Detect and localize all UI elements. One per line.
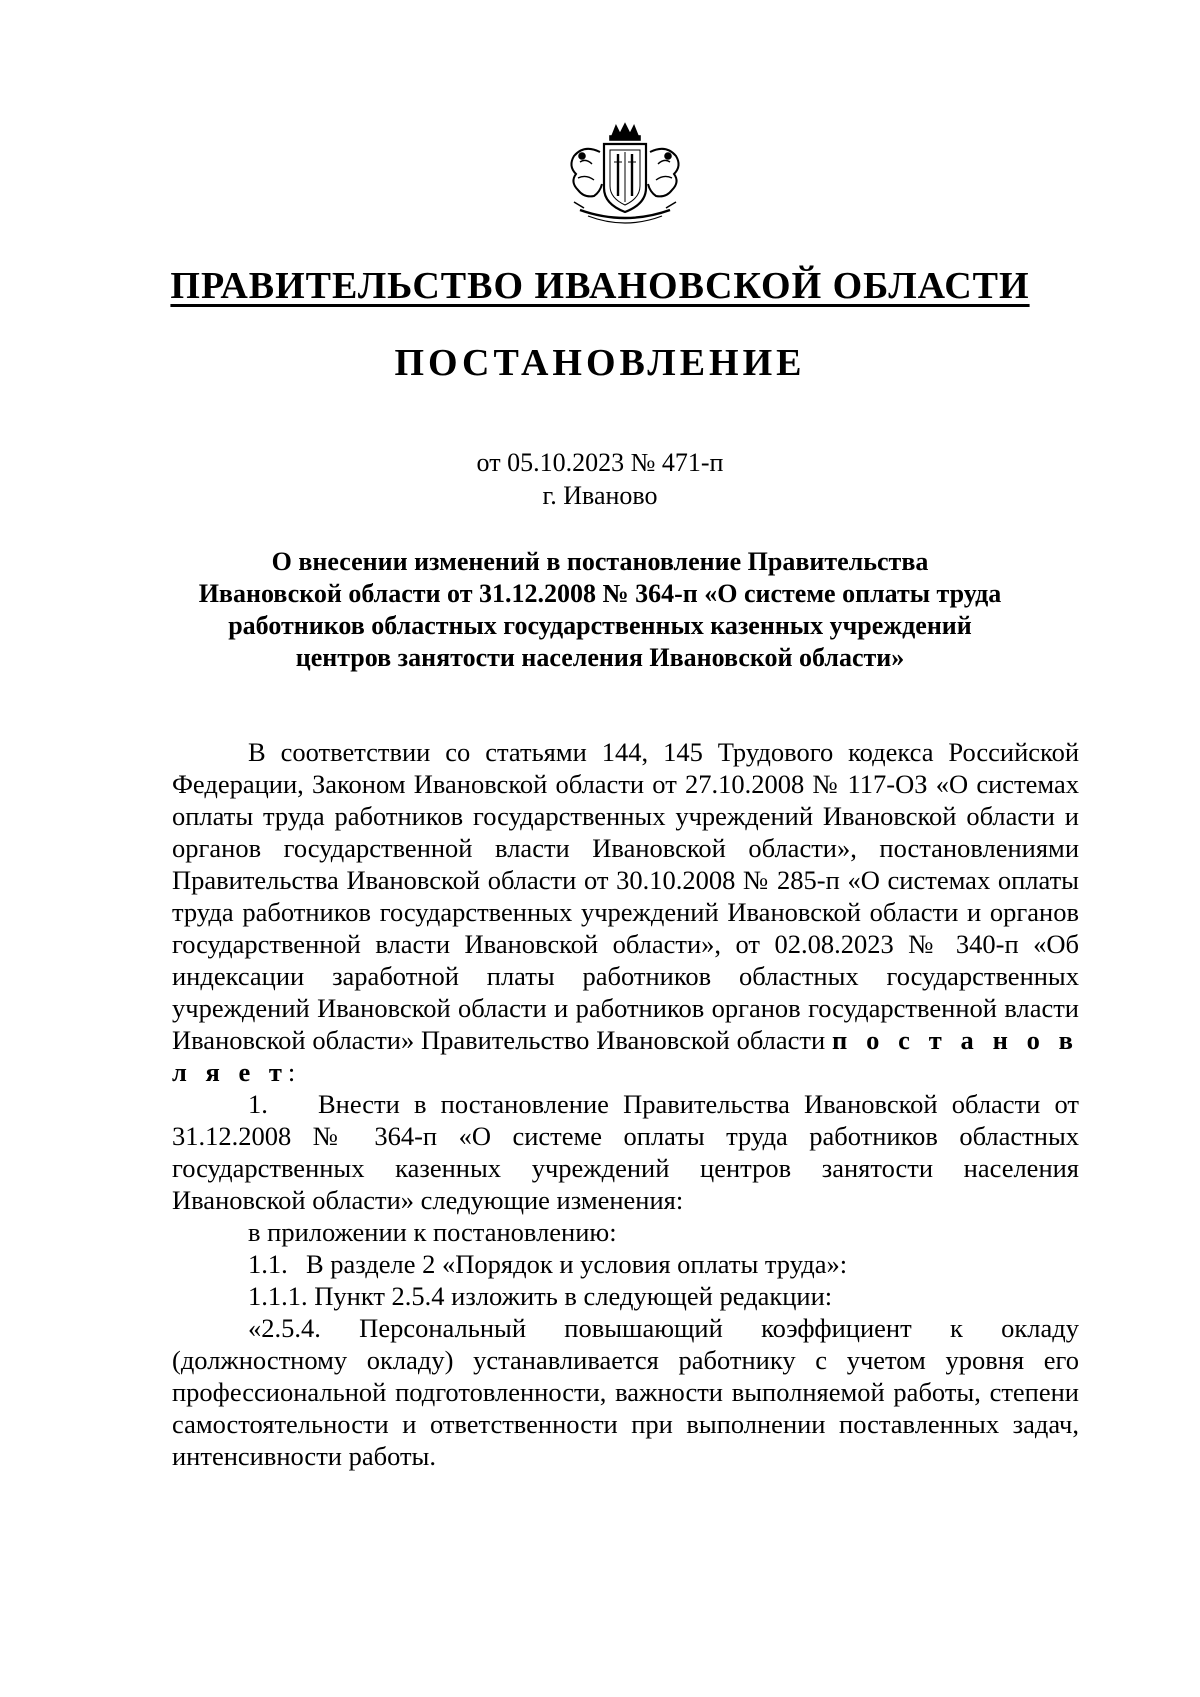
government-title [0, 262, 1200, 310]
appendix-text: в приложении к постановлению: [248, 1217, 617, 1247]
coat-of-arms-icon [560, 122, 690, 232]
item-2-5-4-paragraph [172, 1312, 1079, 1472]
document-city: г. Иваново [542, 481, 658, 510]
document-body [172, 736, 1079, 1472]
item-1-1-text: В разделе 2 «Порядок и условия оплаты труда»: [306, 1249, 848, 1279]
preamble-paragraph [172, 736, 1079, 1088]
subject-line: О внесении изменений в постановление Правительства [271, 547, 929, 576]
appendix-paragraph [172, 1216, 1079, 1248]
document-date-number: от 05.10.2023 № 471-п [476, 448, 724, 477]
subject-line: работников областных государственных казенных учреждений [228, 611, 972, 640]
subject-line: Ивановской области от 31.12.2008 № 364-п «О системе оплаты труда [198, 579, 1002, 608]
resolves-colon: : [287, 1057, 296, 1087]
document-kind: ПОСТАНОВЛЕНИЕ [394, 342, 806, 384]
subject-line: центров занятости населения Ивановской области» [295, 643, 905, 672]
item-1-text: Внести в постановление Правительства Ивановской области от 31.12.2008 № 364-п «О системе оплаты труда работников областных государственных казенных учреждений центров занятости населения Ивановской области» следующие изменения: [172, 1089, 1079, 1215]
item-1-1-paragraph [172, 1248, 1079, 1280]
item-1-1-number: 1.1. [248, 1249, 288, 1279]
item-1-number: 1. [248, 1089, 268, 1119]
government-title-text: ПРАВИТЕЛЬСТВО ИВАНОВСКОЙ ОБЛАСТИ [170, 265, 1030, 307]
document-subject [150, 546, 1050, 674]
resolves-word: п о с т а н о в л я е т [172, 1025, 1079, 1087]
item-2-5-4-text: «2.5.4. Персональный повышающий коэффициент к окладу (должностному окладу) устанавливается работнику с учетом уровня его профессиональной подготовленности, важности выполняемой работы, степени самостоятельности и ответственности при выполнении поставленных задач, интенсивности работы. [172, 1313, 1079, 1471]
item-1-paragraph [172, 1088, 1079, 1216]
item-1-1-1-text: 1.1.1. Пункт 2.5.4 изложить в следующей редакции: [248, 1281, 833, 1311]
preamble-text: В соответствии со статьями 144, 145 Трудового кодекса Российской Федерации, Законом Ивановской области от 27.10.2008 № 117-ОЗ «О системах оплаты труда работников государственных учреждений Ивановской области и органов государственной власти Ивановской области», постановлениями Правительства Ивановской области от 30.10.2008 № 285-п «О системах оплаты труда работников государственных учреждений Ивановской области и органов государственной власти Ивановской области», от 02.08.2023 № 340-п «Об индексации заработной платы работников областных государственных учреждений Ивановской области и работников органов государственной власти Ивановской области» Правительство Ивановской области [172, 737, 1079, 1055]
item-1-1-1-paragraph [172, 1280, 1079, 1312]
